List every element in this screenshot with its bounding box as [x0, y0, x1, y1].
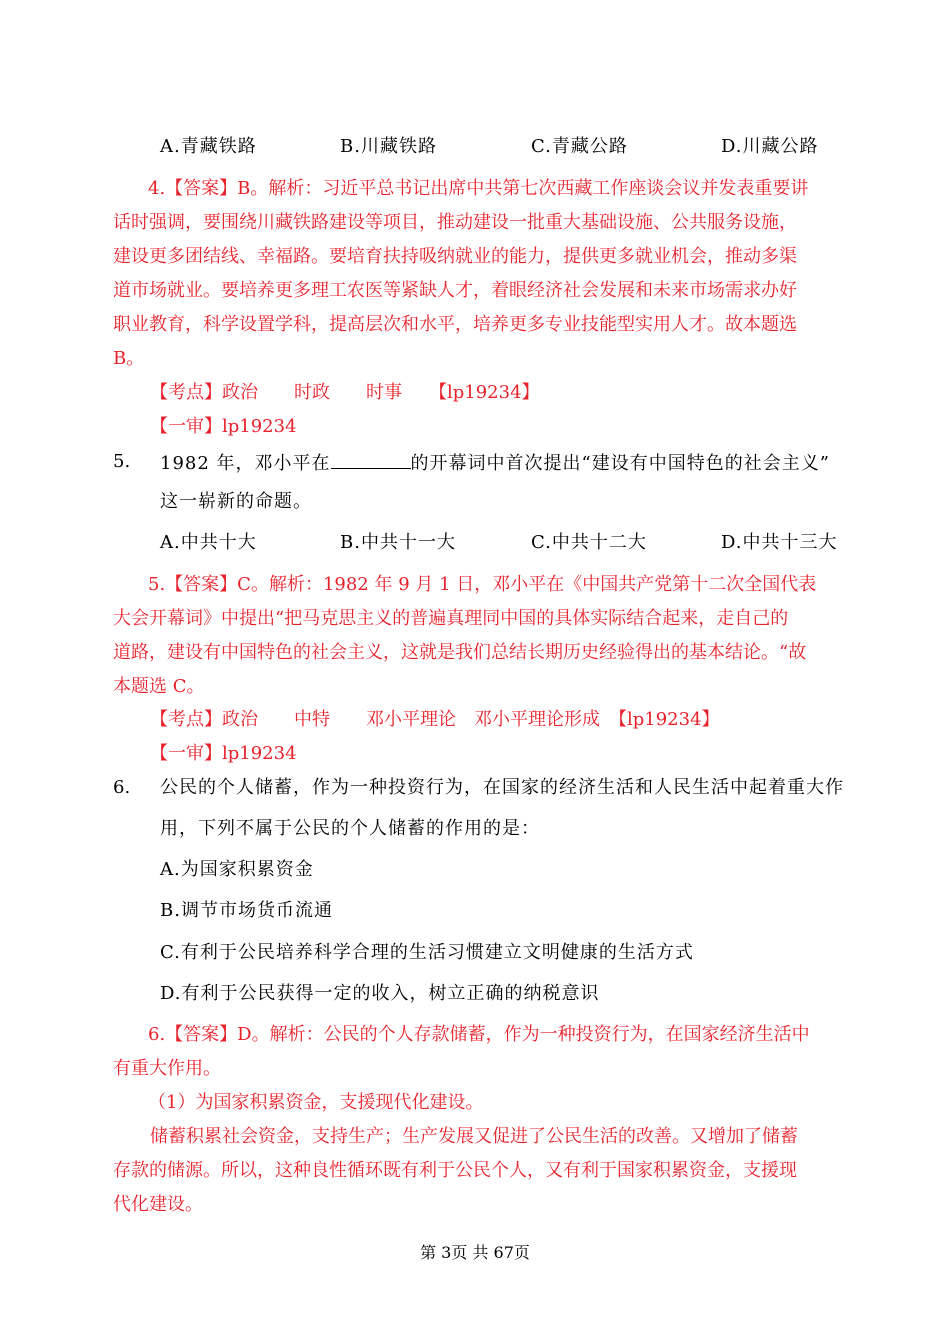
q6-paragraph-line: 代化建设。: [113, 1194, 203, 1215]
q6-option-c: C.有利于公民培养科学合理的生活习惯建立文明健康的生活方式: [160, 942, 694, 963]
q5-stem-line1: [160, 450, 830, 476]
page-footer: 第 3页 共 67页: [420, 1243, 530, 1262]
q5-option-c: C.中共十二大: [531, 532, 647, 553]
q4-answer-line: 职业教育，科学设置学科，提高层次和水平，培养更多专业技能型实用人才。故本题选: [113, 314, 797, 335]
q3-option-a: A.青藏铁路: [160, 136, 257, 157]
q4-kaodian: 【考点】政治 时政 时事 【lp19234】: [150, 382, 540, 403]
q4-answer-line: 4.【答案】B。解析：习近平总书记出席中共第七次西藏工作座谈会议并发表重要讲: [148, 178, 809, 199]
q3-option-b: B.川藏铁路: [340, 136, 437, 157]
q5-number: 5.: [113, 451, 131, 472]
q5-kaodian: 【考点】政治 中特 邓小平理论 邓小平理论形成 【lp19234】: [150, 709, 720, 730]
q5-answer-line: 5.【答案】C。解析：1982 年 9 月 1 日，邓小平在《中国共产党第十二次全国代表: [148, 574, 817, 595]
q5-option-b: B.中共十一大: [340, 532, 456, 553]
q6-option-b: B.调节市场货币流通: [160, 900, 333, 921]
q5-answer-line: 大会开幕词》中提出“把马克思主义的普遍真理同中国的具体实际结合起来，走自己的: [113, 608, 789, 629]
q5-option-a: A.中共十大: [160, 532, 257, 553]
q5-answer-line: 本题选 C。: [113, 676, 205, 697]
q3-option-d: D.川藏公路: [721, 136, 819, 157]
q5-yishen: 【一审】lp19234: [150, 743, 297, 764]
q6-stem-line2: 用，下列不属于公民的个人储蓄的作用的是：: [160, 818, 540, 839]
q6-number: 6.: [113, 777, 131, 798]
q6-answer-line: 6.【答案】D。解析：公民的个人存款储蓄，作为一种投资行为，在国家经济生活中: [148, 1024, 810, 1045]
q6-paragraph-line: 存款的储源。所以，这种良性循环既有利于公民个人，又有利于国家积累资金，支援现: [113, 1160, 797, 1181]
q4-answer-line: B。: [113, 348, 145, 369]
q4-yishen: 【一审】lp19234: [150, 416, 297, 437]
q6-stem-line1: 公民的个人储蓄，作为一种投资行为，在国家的经济生活和人民生活中起着重大作: [160, 777, 844, 798]
q5-blank: [331, 450, 411, 469]
q6-option-a: A.为国家积累资金: [160, 859, 314, 880]
q6-answer-line: 有重大作用。: [113, 1058, 221, 1079]
q5-stem-before: 1982 年，邓小平在: [160, 453, 331, 474]
q5-stem-line2: 这一崭新的命题。: [160, 491, 312, 512]
q5-stem-after: 的开幕词中首次提出“建设有中国特色的社会主义”: [410, 453, 830, 474]
q6-paragraph-line: 储蓄积累社会资金，支持生产；生产发展又促进了公民生活的改善。又增加了储蓄: [150, 1126, 798, 1147]
q6-option-d: D.有利于公民获得一定的收入，树立正确的纳税意识: [160, 983, 600, 1004]
q4-answer-line: 建设更多团结线、幸福路。要培育扶持吸纳就业的能力，提供更多就业机会，推动多渠: [113, 246, 797, 267]
q4-answer-line: 话时强调，要围绕川藏铁路建设等项目，推动建设一批重大基础设施、公共服务设施，: [113, 212, 797, 233]
q5-option-d: D.中共十三大: [721, 532, 838, 553]
q3-option-c: C.青藏公路: [531, 136, 628, 157]
q6-point-1: （1）为国家积累资金，支援现代化建设。: [148, 1092, 484, 1113]
q5-answer-line: 道路，建设有中国特色的社会主义，这就是我们总结长期历史经验得出的基本结论。“故: [113, 642, 807, 663]
q4-answer-line: 道市场就业。要培养更多理工农医等紧缺人才，着眼经济社会发展和未来市场需求办好: [113, 280, 797, 301]
